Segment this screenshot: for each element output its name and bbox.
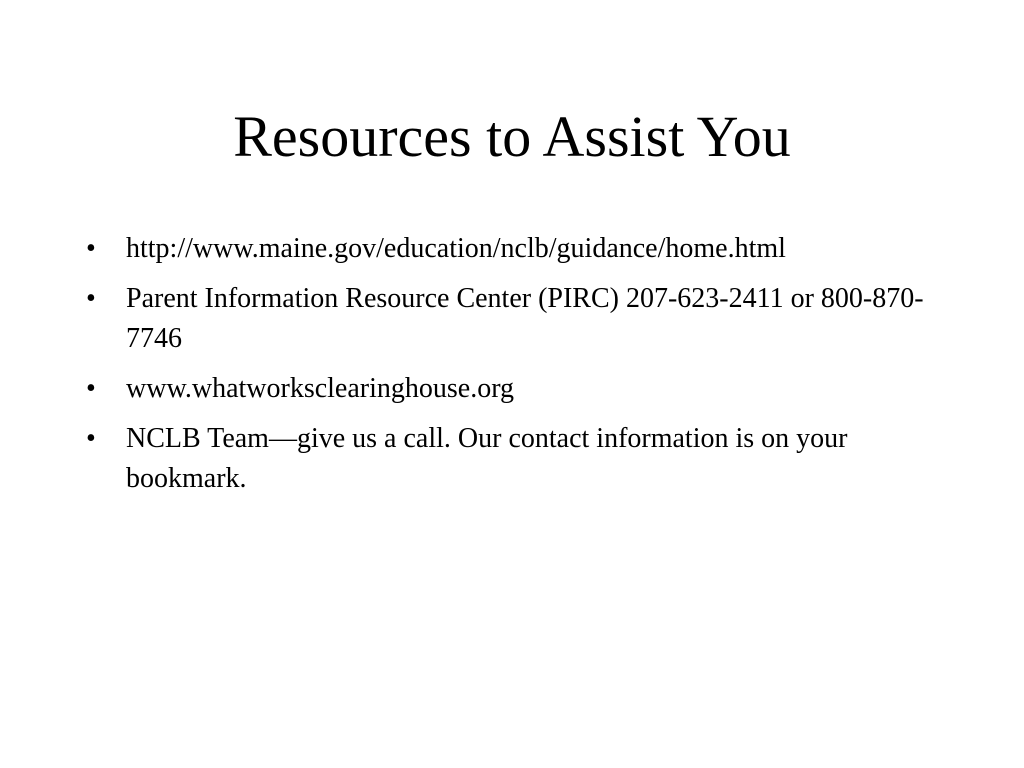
bullet-text: http://www.maine.gov/education/nclb/guidance/home.html [126,233,786,264]
bullet-icon: • [86,423,96,454]
bullet-item-pirc [86,279,946,359]
bullet-text: www.whatworksclearinghouse.org [126,373,515,404]
bullet-text: Parent Information Resource Center (PIRC) 207-623-2411 or 800-870-7746 [126,283,924,354]
bullet-item-nclb-team [86,419,946,499]
slide-title: Resources to Assist You [233,104,791,169]
bullet-text: NCLB Team—give us a call. Our contact information is on your bookmark. [126,423,848,494]
bullet-icon: • [86,233,96,264]
bullet-icon: • [86,283,96,314]
bullet-item-clearinghouse [86,369,946,409]
bullet-item-resource-url [86,229,946,269]
bullet-icon: • [86,373,96,404]
bullet-list [86,229,946,509]
